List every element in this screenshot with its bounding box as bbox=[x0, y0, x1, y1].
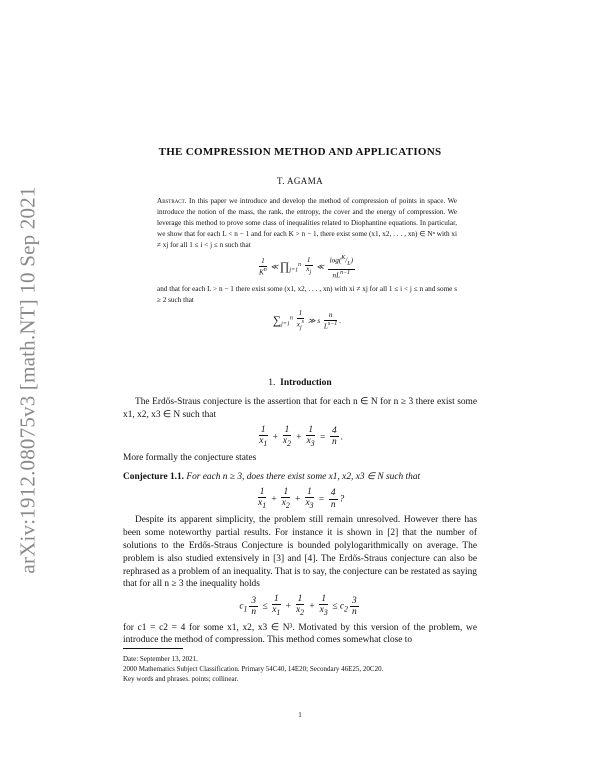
footnotes bbox=[123, 654, 477, 684]
equation-1: $\frac{1}{x_1}$ + $\frac{1}{x_2}$ + $\frac{1}{x_3}$ = $\frac{4}{n}$ . bbox=[259, 424, 344, 448]
footnote-rule bbox=[123, 648, 183, 649]
paragraph-2: More formally the conjecture states bbox=[123, 453, 257, 464]
body-text bbox=[123, 396, 477, 647]
arxiv-stamp: arXiv:1912.08075v3 [math.NT] 10 Sep 2021 bbox=[15, 186, 40, 574]
abstract-text-2: and that for each L > n − 1 there exist some (x1, x2, . . . , xn) with xi ≠ xj for all 1 ≤ i < j ≤ n and some s ≥ 2 such that bbox=[157, 285, 457, 305]
abstract bbox=[157, 196, 457, 337]
abstract-text-1: In this paper we introduce and develop the method of compression of points in space. We introduce the notion of the mass, the rank, the entropy, the cover and the energy of compression. We leverage this method to prove some class of inequalities related to Diophantine equations. In particular, we show that for each L < n − 1 and for each K > n − 1, there exist some (x1, x2, . . . , xn) ∈ Nⁿ with xi ≠ xj for all 1 ≤ i < j ≤ n such that bbox=[157, 197, 457, 249]
paragraph-4: for c1 = c2 = 4 for some x1, x2, x3 ∈ N³. Motivated by this version of the problem, we introduce the method of compression. This method comes somewhat close to bbox=[123, 622, 477, 646]
paragraph-1: The Erdős-Straus conjecture is the assertion that for each n ∈ N for n ≥ 3 there exist some x1, x2, x3 ∈ N such that bbox=[123, 397, 477, 420]
abstract-label: Abstract. bbox=[157, 197, 187, 205]
page-number: 1 bbox=[298, 711, 302, 719]
equation-2: $\frac{1}{x_1}$ + $\frac{1}{x_2}$ + $\frac{1}{x_3}$ = $\frac{4}{n}$ ? bbox=[258, 486, 345, 510]
paper-author: T. AGAMA bbox=[276, 176, 324, 186]
paper-title: THE COMPRESSION METHOD AND APPLICATIONS bbox=[158, 146, 442, 158]
abstract-equation-2: $\sum_{j=1}^n$ $\frac{1}{x_j^s}$ ≫ s $\frac{n}{L^{s-1}}$ . bbox=[272, 309, 342, 331]
conjecture: Conjecture 1.1. For each n ≥ 3, does there exist some x1, x2, x3 ∈ N such that bbox=[123, 471, 421, 482]
footnote-date: Date: September 13, 2021. bbox=[123, 655, 198, 663]
paragraph-3: Despite its apparent simplicity, the problem still remain unresolved. However there has been some noteworthy partial results. For instance it is shown in [2] that the number of solutions to the Erdős-Straus Conjecture is bounded polylogarithmically on average. The problem is also studied extensively in [3] and [4]. The Erdős-Straus conjecture can also be rephrased as a problem of an inequality. That is to say, the conjecture can be restated as saying that for all n ≥ 3 the inequality holds bbox=[123, 515, 477, 590]
equation-3: $c_1$ $\frac{3}{n}$ ≤ $\frac{1}{x_1}$ + $\frac{1}{x_2}$ + $\frac{1}{x_3}$ ≤ $c_2$ $\frac{3}{n}$ bbox=[239, 594, 357, 618]
section-heading: 1. Introduction bbox=[268, 378, 332, 388]
footnote-msc: 2000 Mathematics Subject Classification. Primary 54C40, 14E20; Secondary 46E25, 20C20. bbox=[123, 665, 384, 673]
abstract-equation-1: $\frac{1}{K^n}$ ≪ $\prod_{j=1}^n$ $\frac{1}{x_j}$ ≪ $\frac{\log(^K/_L)}{nL^{n-1}}$ bbox=[259, 255, 353, 280]
footnote-keywords: Key words and phrases. points; collinear. bbox=[123, 675, 239, 683]
